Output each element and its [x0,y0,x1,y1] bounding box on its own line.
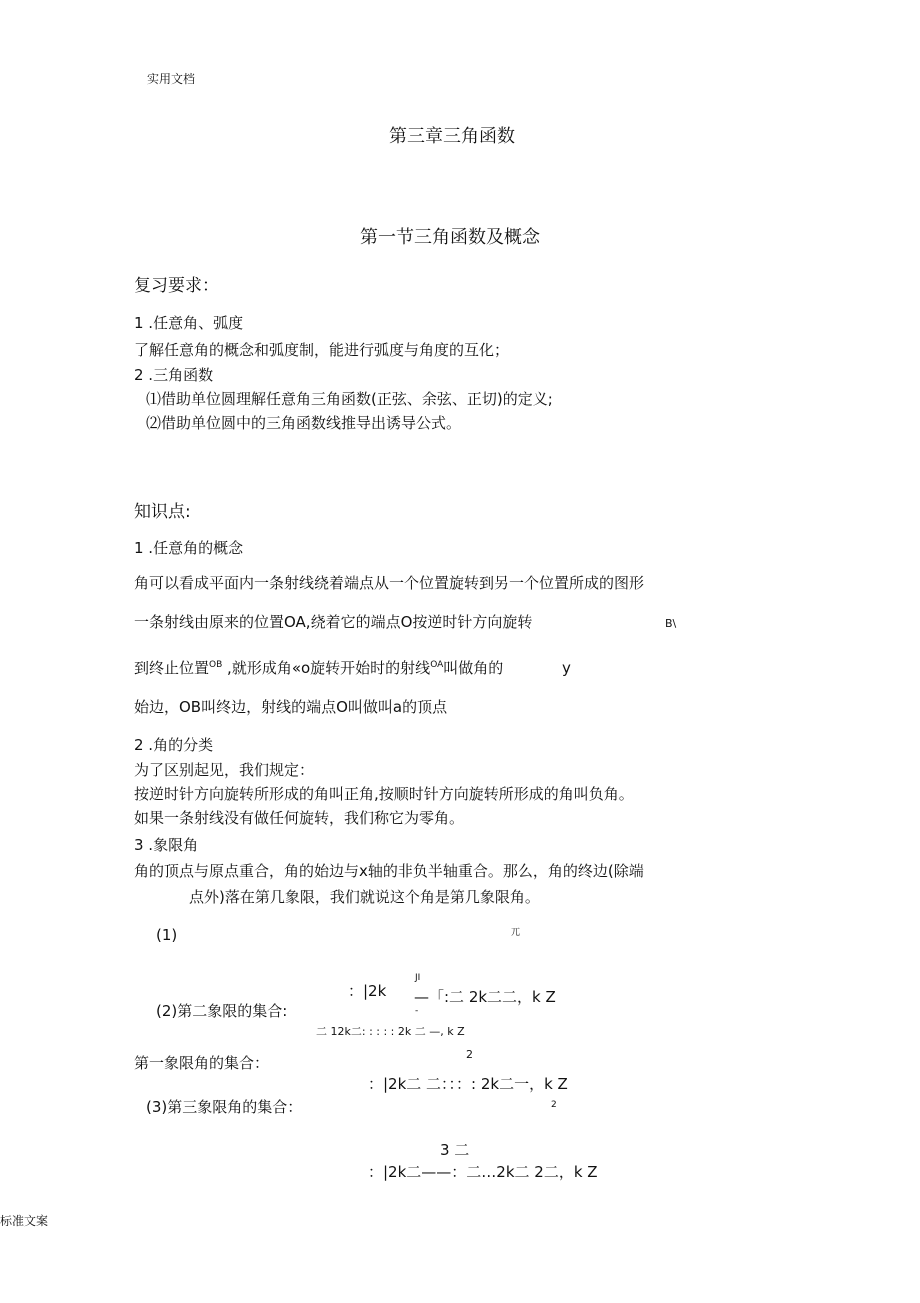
pi-mark: 兀 [511,928,521,938]
quadrant-1-inline-formula: 二 12k二: : : : : 2k 二 —, k Z [316,1025,465,1038]
review-item-1-text: 了解任意角的概念和弧度制，能进行弧度与角度的互化； [134,341,510,359]
knowledge-1-title: 1 .任意角的概念 [134,539,244,557]
review-item-1: 1 .任意角、弧度 [134,314,244,332]
quadrant-3-formula: ：|2k二——：二…2k二 2二，k Z [368,1163,598,1181]
review-item-2a: ⑴借助单位圆理解任意角三角函数(正弦、余弦、正切)的定义; [146,390,553,408]
quadrant-2-label: (2)第二象限的集合: [156,1002,288,1020]
figure-label-y: y [562,659,571,677]
knowledge-2-para-3: 如果一条射线没有做任何旋转，我们称它为零角。 [134,809,465,827]
figure-label-b: B\ [665,617,677,630]
denominator-two: 2 [466,1048,473,1061]
knowledge-1-para-2: 一条射线由原来的位置OA,绕着它的端点O按逆时针方向旋转 [134,613,533,631]
knowledge-2-para-1: 为了区别起见，我们规定： [134,761,315,779]
knowledge-1-para-4: 始边，OB叫终边，射线的端点O叫做叫a的顶点 [134,698,448,716]
para-3-sup-oa: OA [430,660,444,670]
quadrant-1-label: 第一象限角的集合： [134,1054,270,1072]
quadrant-3-label: (3)第三象限角的集合： [146,1098,303,1116]
three-pi-numerator: 3 二 [440,1141,470,1159]
page-header: 实用文档 [147,72,196,86]
para-3-sup-ob: OB [209,660,223,670]
knowledge-1-para-1: 角可以看成平面内一条射线绕着端点从一个位置旋转到另一个位置所成的图形 [134,574,645,592]
set-item-1-label: (1) [156,926,178,944]
knowledge-heading: 知识点: [134,502,191,522]
knowledge-2-para-2: 按逆时针方向旋转所形成的角叫正角,按顺时针方向旋转所形成的角叫负角。 [134,785,634,803]
review-heading: 复习要求： [134,276,219,296]
quadrant-2-formula: —「:二 2k二二，k Z [414,988,556,1006]
knowledge-3-para-1: 角的顶点与原点重合，角的始边与x轴的非负半轴重合。那么，角的终边(除端 [134,862,644,880]
page-footer: 标准文案 [0,1214,49,1228]
knowledge-3-para-2: 点外)落在第几象限，我们就说这个角是第几象限角。 [189,888,540,906]
para-3-part-b: ,就形成角«o旋转开始时的射线 [222,659,431,677]
chapter-title: 第三章三角函数 [389,126,515,147]
fraction-bar: - [415,1006,419,1016]
knowledge-1-para-3 [134,659,503,677]
review-item-2: 2 .三角函数 [134,366,214,384]
knowledge-2-title: 2 .角的分类 [134,736,214,754]
denominator-two-b: 2 [551,1100,557,1110]
review-item-2b: ⑵借助单位圆中的三角函数线推导出诱导公式。 [146,414,462,432]
para-3-part-c: 叫做角的 [443,659,504,677]
quadrant-2-formula-prefix: ：|2k [348,982,387,1000]
para-3-part-a: 到终止位置 [134,659,210,677]
section-title: 第一节三角函数及概念 [360,227,540,248]
quadrant-1-formula: ：|2k二 二：：：: 2k二一，k Z [368,1075,568,1093]
fraction-top: JI [415,973,421,983]
knowledge-3-title: 3 .象限角 [134,836,199,854]
